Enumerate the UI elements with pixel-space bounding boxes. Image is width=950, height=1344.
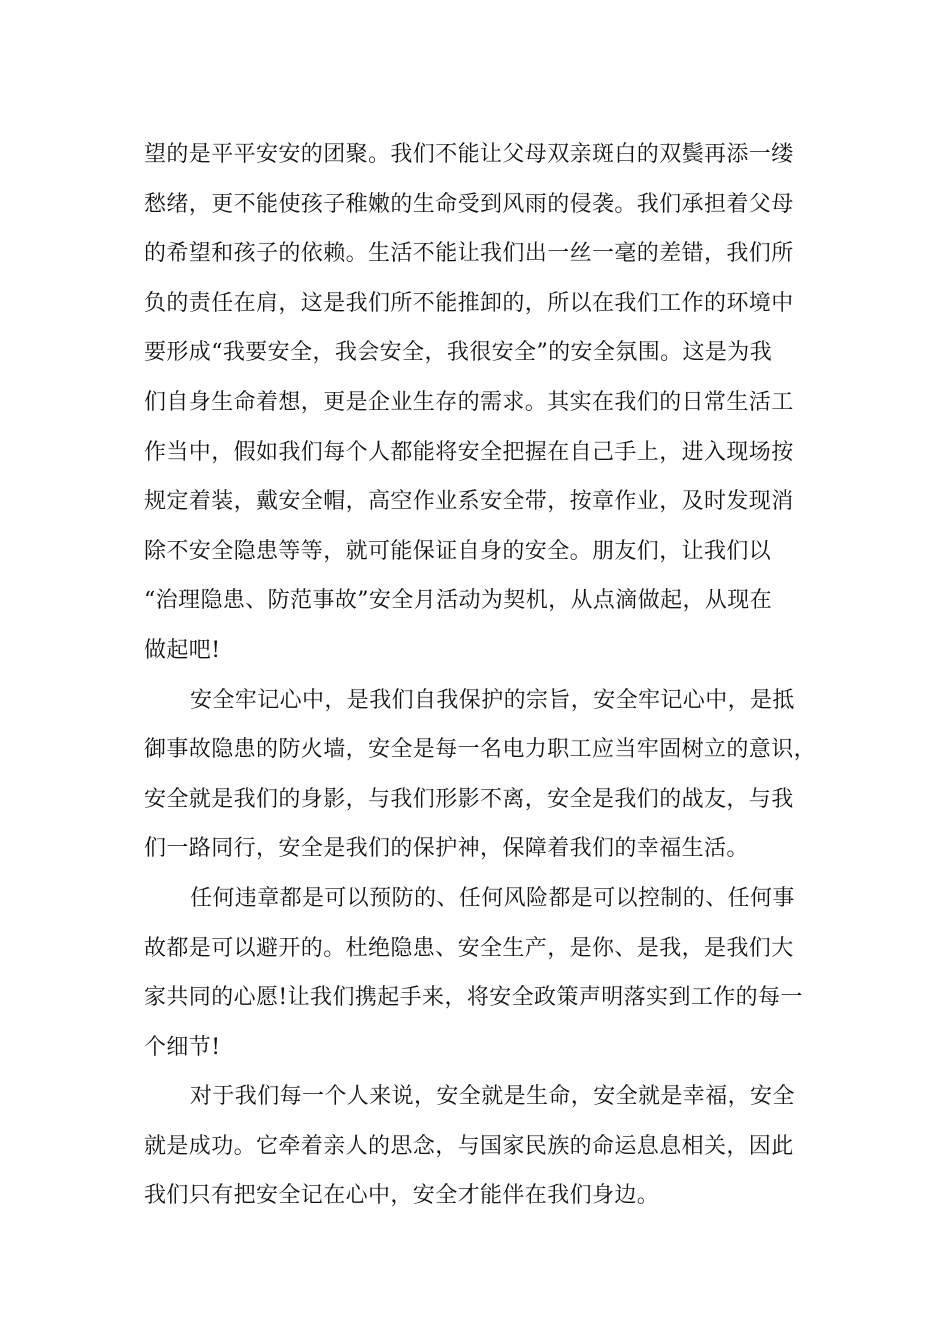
paragraph-3 bbox=[144, 874, 824, 1072]
text-line: 的希望和孩子的依赖。生活不能让我们出一丝一毫的差错，我们所 bbox=[144, 241, 794, 267]
text-line: 做起吧! bbox=[144, 637, 221, 663]
text-line: “治理隐患、防范事故”安全月活动为契机，从点滴做起，从现在 bbox=[144, 588, 773, 614]
text-line: 愁绪，更不能使孩子稚嫩的生命受到风雨的侵袭。我们承担着父母 bbox=[144, 191, 794, 217]
text-line: 们自身生命着想，更是企业生存的需求。其实在我们的日常生活工 bbox=[144, 389, 794, 415]
text-line: 安全就是我们的身影，与我们形影不离，安全是我们的战友，与我 bbox=[144, 786, 794, 812]
paragraph-1 bbox=[144, 130, 824, 676]
text-line: 望的是平平安安的团聚。我们不能让父母双亲斑白的双鬓再添一缕 bbox=[144, 142, 794, 167]
text-line: 御事故隐患的防火墙，安全是每一名电力职工应当牢固树立的意识， bbox=[144, 737, 817, 763]
text-line: 安全牢记心中，是我们自我保护的宗旨，安全牢记心中，是抵 bbox=[190, 687, 795, 713]
text-line: 作当中，假如我们每个人都能将安全把握在自己手上，进入现场按 bbox=[144, 439, 794, 465]
text-line: 就是成功。它牵着亲人的思念，与国家民族的命运息息相关，因此 bbox=[144, 1133, 794, 1159]
text-line: 家共同的心愿!让我们携起手来，将安全政策声明落实到工作的每一 bbox=[144, 985, 803, 1011]
text-line: 故都是可以避开的。杜绝隐患、安全生产，是你、是我，是我们大 bbox=[144, 935, 794, 961]
text-line: 除不安全隐患等等，就可能保证自身的安全。朋友们，让我们以 bbox=[144, 538, 772, 564]
document-body bbox=[144, 130, 824, 1221]
text-line: 规定着装，戴安全帽，高空作业系安全带，按章作业，及时发现消 bbox=[144, 489, 794, 515]
text-line: 个细节! bbox=[144, 1034, 221, 1060]
text-line: 对于我们每一个人来说，安全就是生命，安全就是幸福，安全 bbox=[190, 1084, 795, 1110]
paragraph-2 bbox=[144, 676, 824, 874]
text-line: 任何违章都是可以预防的、任何风险都是可以控制的、任何事 bbox=[190, 885, 795, 911]
text-line: 们一路同行，安全是我们的保护神，保障着我们的幸福生活。 bbox=[144, 836, 749, 862]
text-line: 要形成“我要安全，我会安全，我很安全”的安全氛围。这是为我 bbox=[144, 340, 773, 366]
text-line: 我们只有把安全记在心中，安全才能伴在我们身边。 bbox=[144, 1183, 660, 1209]
text-line: 负的责任在肩，这是我们所不能推卸的，所以在我们工作的环境中 bbox=[144, 290, 794, 316]
paragraph-4 bbox=[144, 1072, 824, 1221]
